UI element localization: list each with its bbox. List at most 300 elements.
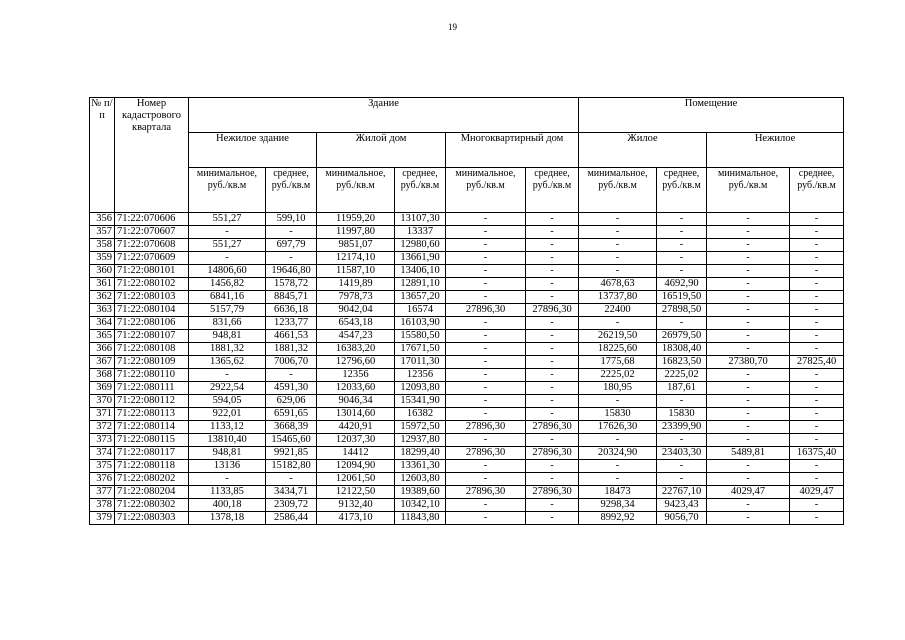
value-cell: 27896,30 [446, 486, 526, 499]
value-cell: - [526, 226, 579, 239]
value-cell: 18225,60 [579, 343, 657, 356]
value-cell: 15830 [657, 408, 707, 421]
value-cell: 5157,79 [189, 304, 266, 317]
value-cell: - [790, 317, 844, 330]
value-cell: - [657, 434, 707, 447]
table-row [90, 369, 844, 382]
row-number: 367 [90, 356, 115, 369]
table-row [90, 408, 844, 421]
value-cell: 9046,34 [317, 395, 395, 408]
value-cell: 2225,02 [579, 369, 657, 382]
value-cell: - [526, 356, 579, 369]
table-row [90, 460, 844, 473]
row-number: 374 [90, 447, 115, 460]
value-cell: - [657, 226, 707, 239]
value-cell: 17626,30 [579, 421, 657, 434]
value-cell: - [446, 460, 526, 473]
value-cell: - [790, 460, 844, 473]
value-cell: - [446, 382, 526, 395]
header-cadastral-quarter: Номер кадастрового квартала [115, 98, 189, 213]
cadastral-quarter-cell: 71:22:080302 [115, 499, 189, 512]
cadastral-quarter-cell: 71:22:080112 [115, 395, 189, 408]
table-row [90, 317, 844, 330]
value-cell: 1419,89 [317, 278, 395, 291]
value-cell: 3668,39 [266, 421, 317, 434]
value-cell: 4678,63 [579, 278, 657, 291]
value-cell: - [446, 317, 526, 330]
table-row [90, 447, 844, 460]
row-number: 373 [90, 434, 115, 447]
header-min: минимальное, руб./кв.м [579, 168, 657, 213]
header-avg: среднее, руб./кв.м [395, 168, 446, 213]
value-cell: 3434,71 [266, 486, 317, 499]
value-cell: 13661,90 [395, 252, 446, 265]
value-cell: - [657, 265, 707, 278]
value-cell: - [657, 252, 707, 265]
value-cell: 15972,50 [395, 421, 446, 434]
value-cell: - [446, 343, 526, 356]
value-cell: - [790, 304, 844, 317]
value-cell: - [446, 278, 526, 291]
value-cell: 12603,80 [395, 473, 446, 486]
value-cell: 13136 [189, 460, 266, 473]
value-cell: 9042,04 [317, 304, 395, 317]
value-cell: - [526, 473, 579, 486]
value-cell: - [790, 434, 844, 447]
value-cell: - [266, 226, 317, 239]
value-cell: 12891,10 [395, 278, 446, 291]
value-cell: 1881,32 [266, 343, 317, 356]
value-cell: - [707, 382, 790, 395]
header-residential: Жилое [579, 133, 707, 168]
value-cell: 12174,10 [317, 252, 395, 265]
table-row [90, 291, 844, 304]
value-cell: 16574 [395, 304, 446, 317]
value-cell: 5489,81 [707, 447, 790, 460]
value-cell: 23399,90 [657, 421, 707, 434]
value-cell: - [707, 512, 790, 525]
value-cell: 6591,65 [266, 408, 317, 421]
value-cell: - [526, 369, 579, 382]
value-cell: - [579, 226, 657, 239]
table-row [90, 343, 844, 356]
value-cell: 2225,02 [657, 369, 707, 382]
value-cell: - [707, 330, 790, 343]
value-cell: - [526, 330, 579, 343]
value-cell: - [266, 252, 317, 265]
value-cell: 9851,07 [317, 239, 395, 252]
value-cell: - [526, 382, 579, 395]
value-cell: - [790, 278, 844, 291]
value-cell: 6636,18 [266, 304, 317, 317]
row-number: 359 [90, 252, 115, 265]
value-cell: - [446, 369, 526, 382]
cadastral-quarter-cell: 71:22:080107 [115, 330, 189, 343]
value-cell: 13657,20 [395, 291, 446, 304]
value-cell: - [707, 395, 790, 408]
value-cell: - [446, 499, 526, 512]
value-cell: - [790, 382, 844, 395]
value-cell: 10342,10 [395, 499, 446, 512]
cadastral-quarter-cell: 71:22:080110 [115, 369, 189, 382]
row-number: 378 [90, 499, 115, 512]
cadastral-quarter-cell: 71:22:080303 [115, 512, 189, 525]
row-number: 376 [90, 473, 115, 486]
header-avg: среднее, руб./кв.м [657, 168, 707, 213]
value-cell: - [707, 291, 790, 304]
value-cell: - [707, 252, 790, 265]
value-cell: - [526, 278, 579, 291]
table-row [90, 395, 844, 408]
header-min: минимальное, руб./кв.м [317, 168, 395, 213]
value-cell: 11997,80 [317, 226, 395, 239]
value-cell: - [526, 213, 579, 226]
value-cell: - [707, 317, 790, 330]
value-cell: 1133,85 [189, 486, 266, 499]
value-cell: 12061,50 [317, 473, 395, 486]
value-cell: 2922,54 [189, 382, 266, 395]
value-cell: - [790, 512, 844, 525]
value-cell: - [579, 395, 657, 408]
row-number: 357 [90, 226, 115, 239]
header-avg: среднее, руб./кв.м [526, 168, 579, 213]
value-cell: 12093,80 [395, 382, 446, 395]
value-cell: - [526, 291, 579, 304]
value-cell: - [657, 460, 707, 473]
value-cell: - [526, 434, 579, 447]
value-cell: 22400 [579, 304, 657, 317]
value-cell: 14806,60 [189, 265, 266, 278]
table-row [90, 239, 844, 252]
value-cell: - [657, 317, 707, 330]
value-cell: 1775,68 [579, 356, 657, 369]
table-body [90, 213, 844, 525]
value-cell: 16375,40 [790, 447, 844, 460]
value-cell: - [526, 343, 579, 356]
value-cell: 4029,47 [790, 486, 844, 499]
value-cell: - [579, 252, 657, 265]
table-row [90, 265, 844, 278]
value-cell: 6841,16 [189, 291, 266, 304]
value-cell: 9423,43 [657, 499, 707, 512]
table-row [90, 356, 844, 369]
value-cell: - [189, 369, 266, 382]
value-cell: 27825,40 [790, 356, 844, 369]
value-cell: 13810,40 [189, 434, 266, 447]
header-apartment-building: Многоквартирный дом [446, 133, 579, 168]
header-min: минимальное, руб./кв.м [189, 168, 266, 213]
value-cell: 27898,50 [657, 304, 707, 317]
value-cell: 9921,85 [266, 447, 317, 460]
value-cell: 27896,30 [526, 304, 579, 317]
cadastral-quarter-cell: 71:22:080114 [115, 421, 189, 434]
value-cell: - [446, 473, 526, 486]
value-cell: 7006,70 [266, 356, 317, 369]
value-cell: 27896,30 [526, 421, 579, 434]
value-cell: - [266, 473, 317, 486]
row-number: 372 [90, 421, 115, 434]
value-cell: - [526, 460, 579, 473]
value-cell: - [266, 369, 317, 382]
value-cell: 400,18 [189, 499, 266, 512]
cadastral-quarter-cell: 71:22:080113 [115, 408, 189, 421]
table-row [90, 226, 844, 239]
value-cell: - [579, 434, 657, 447]
value-cell: 9056,70 [657, 512, 707, 525]
value-cell: - [189, 226, 266, 239]
table-row [90, 473, 844, 486]
value-cell: - [790, 213, 844, 226]
value-cell: 4591,30 [266, 382, 317, 395]
table-row [90, 434, 844, 447]
row-number: 364 [90, 317, 115, 330]
value-cell: 17671,50 [395, 343, 446, 356]
value-cell: - [657, 213, 707, 226]
value-cell: - [579, 317, 657, 330]
value-cell: 697,79 [266, 239, 317, 252]
value-cell: - [189, 473, 266, 486]
value-cell: 9298,34 [579, 499, 657, 512]
cadastral-quarter-cell: 71:22:080101 [115, 265, 189, 278]
value-cell: - [790, 226, 844, 239]
value-cell: 15182,80 [266, 460, 317, 473]
value-cell: 187,61 [657, 382, 707, 395]
value-cell: 16519,50 [657, 291, 707, 304]
cadastral-quarter-cell: 71:22:080111 [115, 382, 189, 395]
cadastral-quarter-cell: 71:22:080117 [115, 447, 189, 460]
value-cell: 16383,20 [317, 343, 395, 356]
table-row [90, 252, 844, 265]
value-cell: 629,06 [266, 395, 317, 408]
value-cell: 8992,92 [579, 512, 657, 525]
header-residential-house: Жилой дом [317, 133, 446, 168]
value-cell: 12033,60 [317, 382, 395, 395]
value-cell: - [657, 473, 707, 486]
row-number: 362 [90, 291, 115, 304]
value-cell: - [790, 343, 844, 356]
header-non-residential: Нежилое [707, 133, 844, 168]
value-cell: - [790, 473, 844, 486]
cadastral-quarter-cell: 71:22:070608 [115, 239, 189, 252]
value-cell: 1365,62 [189, 356, 266, 369]
cadastral-quarter-cell: 71:22:070607 [115, 226, 189, 239]
value-cell: 16823,50 [657, 356, 707, 369]
value-cell: - [790, 330, 844, 343]
value-cell: 831,66 [189, 317, 266, 330]
value-cell: - [790, 252, 844, 265]
value-cell: 948,81 [189, 330, 266, 343]
value-cell: - [446, 434, 526, 447]
value-cell: 12937,80 [395, 434, 446, 447]
value-cell: - [446, 226, 526, 239]
row-number: 368 [90, 369, 115, 382]
value-cell: - [707, 265, 790, 278]
value-cell: 1881,32 [189, 343, 266, 356]
value-cell: - [707, 499, 790, 512]
cadastral-quarter-cell: 71:22:080104 [115, 304, 189, 317]
value-cell: - [526, 499, 579, 512]
value-cell: 12356 [317, 369, 395, 382]
value-cell: - [579, 213, 657, 226]
header-min: минимальное, руб./кв.м [446, 168, 526, 213]
table-row [90, 382, 844, 395]
value-cell: - [526, 265, 579, 278]
value-cell: - [579, 265, 657, 278]
value-cell: 1133,12 [189, 421, 266, 434]
value-cell: - [189, 252, 266, 265]
value-cell: 27896,30 [526, 486, 579, 499]
value-cell: - [446, 213, 526, 226]
value-cell: 13337 [395, 226, 446, 239]
value-cell: - [790, 499, 844, 512]
value-cell: - [446, 330, 526, 343]
cadastral-quarter-cell: 71:22:070609 [115, 252, 189, 265]
value-cell: 18473 [579, 486, 657, 499]
value-cell: - [707, 304, 790, 317]
table-row [90, 330, 844, 343]
row-number: 369 [90, 382, 115, 395]
value-cell: - [446, 356, 526, 369]
value-cell: - [790, 291, 844, 304]
value-cell: 20324,90 [579, 447, 657, 460]
header-min: минимальное, руб./кв.м [707, 168, 790, 213]
value-cell: - [526, 408, 579, 421]
value-cell: - [526, 395, 579, 408]
value-cell: 27896,30 [526, 447, 579, 460]
cadastral-quarter-cell: 71:22:080204 [115, 486, 189, 499]
value-cell: 12356 [395, 369, 446, 382]
value-cell: 9132,40 [317, 499, 395, 512]
value-cell: - [790, 421, 844, 434]
header-premises: Помещение [579, 98, 844, 133]
value-cell: 26219,50 [579, 330, 657, 343]
value-cell: 2586,44 [266, 512, 317, 525]
value-cell: - [446, 239, 526, 252]
row-number: 360 [90, 265, 115, 278]
row-number: 377 [90, 486, 115, 499]
cadastral-quarter-cell: 71:22:080202 [115, 473, 189, 486]
value-cell: 4547,23 [317, 330, 395, 343]
value-cell: 1456,82 [189, 278, 266, 291]
value-cell: - [657, 395, 707, 408]
value-cell: 1233,77 [266, 317, 317, 330]
header-building: Здание [189, 98, 579, 133]
table-row [90, 278, 844, 291]
value-cell: 6543,18 [317, 317, 395, 330]
value-cell: - [790, 239, 844, 252]
value-cell: 16103,90 [395, 317, 446, 330]
value-cell: 180,95 [579, 382, 657, 395]
cadastral-quarter-cell: 71:22:080108 [115, 343, 189, 356]
value-cell: - [526, 252, 579, 265]
value-cell: - [657, 239, 707, 252]
cadastral-quarter-cell: 71:22:080106 [115, 317, 189, 330]
value-cell: 19389,60 [395, 486, 446, 499]
value-cell: - [526, 512, 579, 525]
header-num: № п/п [90, 98, 115, 213]
value-cell: 12980,60 [395, 239, 446, 252]
table-row [90, 499, 844, 512]
value-cell: - [707, 434, 790, 447]
value-cell: - [446, 265, 526, 278]
value-cell: 26979,50 [657, 330, 707, 343]
value-cell: 1378,18 [189, 512, 266, 525]
value-cell: 4420,91 [317, 421, 395, 434]
value-cell: - [790, 265, 844, 278]
header-avg: среднее, руб./кв.м [790, 168, 844, 213]
value-cell: 2309,72 [266, 499, 317, 512]
value-cell: 11959,20 [317, 213, 395, 226]
value-cell: - [707, 369, 790, 382]
value-cell: - [707, 226, 790, 239]
value-cell: - [707, 473, 790, 486]
row-number: 375 [90, 460, 115, 473]
value-cell: 27380,70 [707, 356, 790, 369]
value-cell: - [526, 317, 579, 330]
header-avg: среднее, руб./кв.м [266, 168, 317, 213]
table-row [90, 486, 844, 499]
value-cell: 1578,72 [266, 278, 317, 291]
value-cell: 7978,73 [317, 291, 395, 304]
value-cell: - [707, 421, 790, 434]
cadastral-quarter-cell: 71:22:080102 [115, 278, 189, 291]
value-cell: 18308,40 [657, 343, 707, 356]
value-cell: - [446, 395, 526, 408]
value-cell: 12094,90 [317, 460, 395, 473]
table-row [90, 512, 844, 525]
value-cell: 17011,30 [395, 356, 446, 369]
value-cell: 13014,60 [317, 408, 395, 421]
row-number: 371 [90, 408, 115, 421]
value-cell: 551,27 [189, 239, 266, 252]
value-cell: - [446, 291, 526, 304]
value-cell: - [790, 369, 844, 382]
value-cell: 13361,30 [395, 460, 446, 473]
value-cell: - [790, 408, 844, 421]
row-number: 358 [90, 239, 115, 252]
value-cell: 12037,30 [317, 434, 395, 447]
value-cell: - [579, 473, 657, 486]
value-cell: - [446, 512, 526, 525]
value-cell: 27896,30 [446, 421, 526, 434]
value-cell: - [579, 239, 657, 252]
value-cell: 551,27 [189, 213, 266, 226]
value-cell: 13107,30 [395, 213, 446, 226]
page-number: 19 [448, 22, 457, 32]
value-cell: 11587,10 [317, 265, 395, 278]
value-cell: 15830 [579, 408, 657, 421]
value-cell: - [446, 252, 526, 265]
value-cell: 18299,40 [395, 447, 446, 460]
row-number: 361 [90, 278, 115, 291]
value-cell: 16382 [395, 408, 446, 421]
value-cell: - [579, 460, 657, 473]
value-cell: 19646,80 [266, 265, 317, 278]
value-cell: 22767,10 [657, 486, 707, 499]
value-cell: 11843,80 [395, 512, 446, 525]
value-cell: - [707, 213, 790, 226]
value-cell: 4029,47 [707, 486, 790, 499]
row-number: 356 [90, 213, 115, 226]
cadastral-value-table [89, 97, 844, 525]
value-cell: 27896,30 [446, 447, 526, 460]
value-cell: 948,81 [189, 447, 266, 460]
value-cell: - [707, 460, 790, 473]
row-number: 370 [90, 395, 115, 408]
value-cell: 4661,53 [266, 330, 317, 343]
value-cell: - [446, 408, 526, 421]
value-cell: 4173,10 [317, 512, 395, 525]
